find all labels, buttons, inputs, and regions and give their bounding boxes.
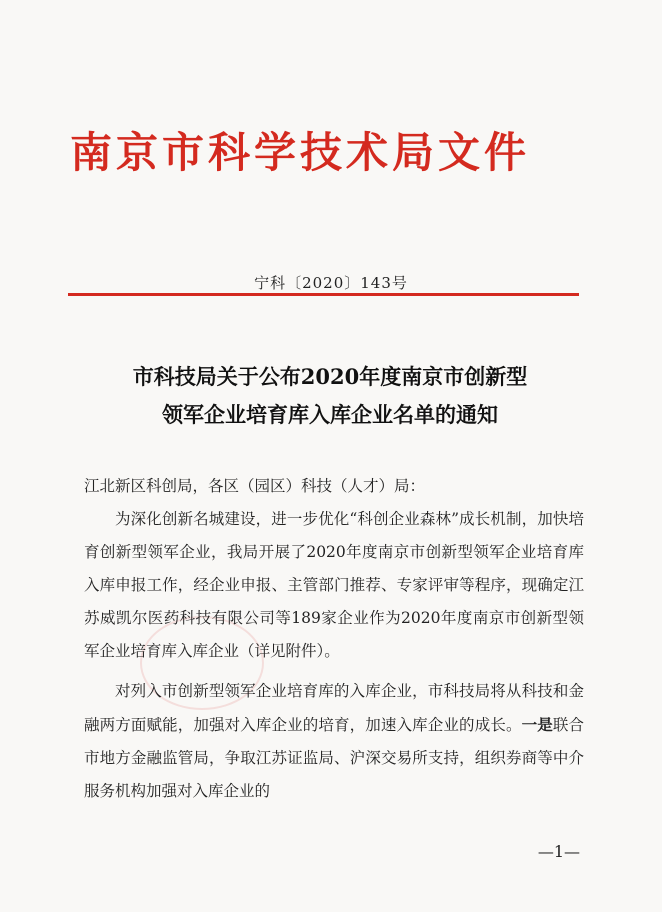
- salutation: 江北新区科创局，各区（园区）科技（人才）局：: [84, 477, 426, 495]
- notice-title-line-1: 市科技局关于公布2020年度南京市创新型: [132, 364, 528, 389]
- notice-body: [84, 470, 584, 808]
- masthead-title: 南京市科学技术局文件: [70, 128, 531, 177]
- notice-title: [60, 358, 600, 434]
- document-number: 宁科〔2020〕143号: [254, 274, 408, 292]
- red-divider-line: [68, 293, 579, 296]
- paragraph-2: [84, 675, 584, 808]
- notice-title-line-2: 领军企业培育库入库企业名单的通知: [162, 402, 498, 427]
- paragraph-2-text-a: 对列入市创新型领军企业培育库的入库企业，市科技局将从科技和金融两方面赋能，加强对入库企业的培育，加速入库企业的成长。: [84, 682, 584, 734]
- paragraph-2-emphasis: 一是: [521, 715, 553, 734]
- paragraph-1: 为深化创新名城建设，进一步优化“科创企业森林”成长机制，加快培育创新型领军企业，我局开展了2020年度南京市创新型领军企业培育库入库申报工作，经企业申报、主管部门推荐、专家评审等程序，现确定江苏威凯尔医药科技有限公司等189家企业作为2020年度南京市创新型领军企业培育库入库企业（详见附件）。: [84, 510, 584, 660]
- page-number: —1—: [537, 842, 580, 861]
- paragraph-2-text-b: 联合市地方金融监管局，争取江苏证监局、沪深交易所支持，组织券商等中介服务机构加强对入库企业的: [84, 716, 584, 800]
